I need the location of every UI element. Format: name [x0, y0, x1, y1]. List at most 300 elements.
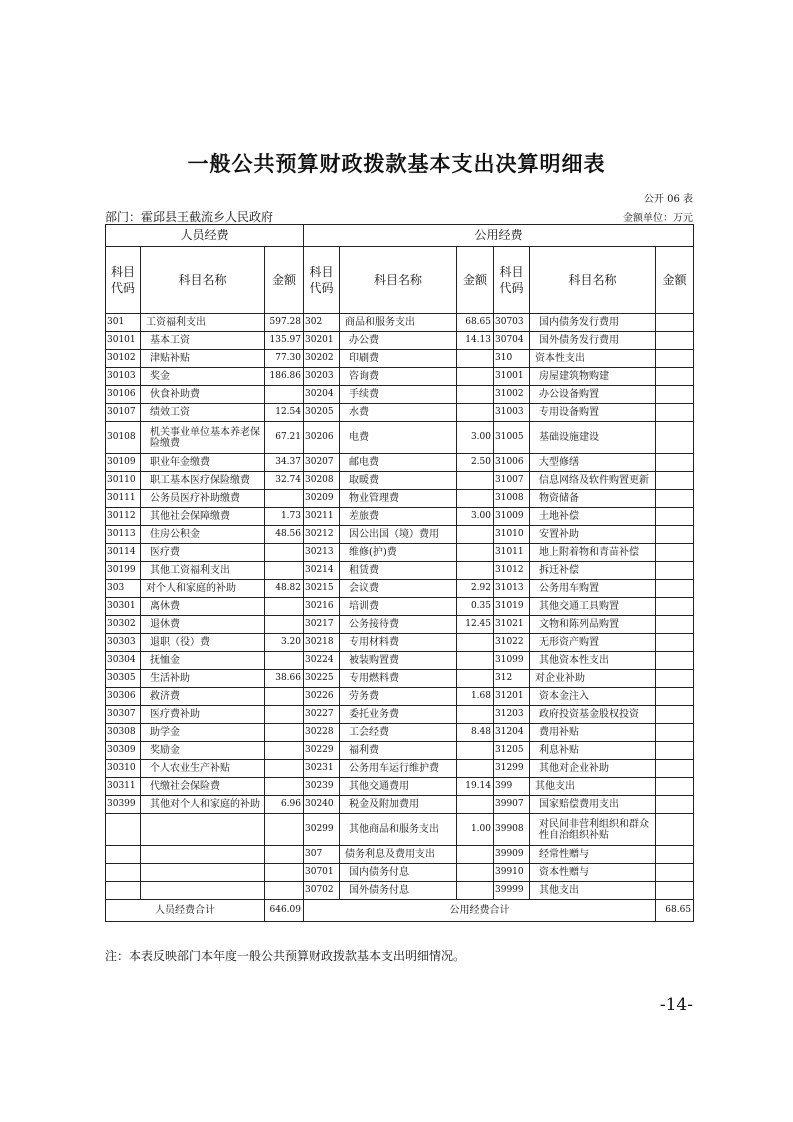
subject-name: 资本性支出 — [530, 350, 656, 368]
subject-name: 委托业务费 — [340, 706, 457, 724]
subject-name: 安置补助 — [530, 526, 656, 544]
subject-code — [106, 846, 141, 864]
table-row — [106, 778, 694, 796]
subject-code: 31008 — [494, 490, 530, 508]
subject-code: 30101 — [106, 332, 141, 350]
subject-code: 30103 — [106, 368, 141, 386]
subject-code: 30305 — [106, 670, 141, 688]
subject-code: 31299 — [494, 760, 530, 778]
subject-code: 31204 — [494, 724, 530, 742]
subject-name: 利息补贴 — [530, 742, 656, 760]
subject-code: 30311 — [106, 778, 141, 796]
amount — [265, 616, 304, 634]
amount: 38.66 — [265, 670, 304, 688]
amount — [265, 760, 304, 778]
header-name: 科目名称 — [141, 247, 265, 314]
amount — [656, 724, 694, 742]
amount — [265, 386, 304, 404]
subject-name — [141, 846, 265, 864]
subject-code: 30110 — [106, 472, 141, 490]
amount — [656, 472, 694, 490]
page-title: 一般公共预算财政拨款基本支出决算明细表 — [187, 151, 606, 176]
subject-name: 商品和服务支出 — [340, 314, 457, 332]
subject-name: 国外债务付息 — [340, 882, 457, 900]
subject-code: 30207 — [304, 454, 340, 472]
subject-code: 30214 — [304, 562, 340, 580]
subject-name: 退职（役）费 — [141, 634, 265, 652]
subject-name: 生活补助 — [141, 670, 265, 688]
subject-name: 伙食补助费 — [141, 386, 265, 404]
subject-name: 费用补贴 — [530, 724, 656, 742]
header-name: 科目名称 — [340, 247, 457, 314]
subject-name: 其他对个人和家庭的补助 — [141, 796, 265, 814]
amount — [457, 386, 494, 404]
amount — [656, 796, 694, 814]
subject-name: 其他支出 — [530, 778, 656, 796]
subject-code: 30307 — [106, 706, 141, 724]
personnel-total-value: 646.09 — [265, 900, 304, 922]
subject-name: 信息网络及软件购置更新 — [530, 472, 656, 490]
subject-name: 土地补偿 — [530, 508, 656, 526]
table-row — [106, 508, 694, 526]
subject-name: 专用材料费 — [340, 634, 457, 652]
subject-code: 31022 — [494, 634, 530, 652]
amount: 32.74 — [265, 472, 304, 490]
amount — [656, 508, 694, 526]
subject-name: 个人农业生产补贴 — [141, 760, 265, 778]
subject-code: 30702 — [304, 882, 340, 900]
subject-code: 30239 — [304, 778, 340, 796]
subject-name: 专用设备购置 — [530, 404, 656, 422]
table-row — [106, 472, 694, 490]
header-code: 科目 代码 — [304, 247, 340, 314]
header-code: 科目 代码 — [106, 247, 141, 314]
amount — [656, 706, 694, 724]
subject-name: 手续费 — [340, 386, 457, 404]
subject-code: 30240 — [304, 796, 340, 814]
subject-code: 31201 — [494, 688, 530, 706]
subject-code: 30701 — [304, 864, 340, 882]
subject-code: 39907 — [494, 796, 530, 814]
amount — [265, 688, 304, 706]
amount — [656, 368, 694, 386]
subject-code: 31203 — [494, 706, 530, 724]
subject-name: 大型修缮 — [530, 454, 656, 472]
table-row — [106, 882, 694, 900]
subject-code: 399 — [494, 778, 530, 796]
subject-code: 30217 — [304, 616, 340, 634]
subject-name: 其他资本性支出 — [530, 652, 656, 670]
table-row — [106, 796, 694, 814]
subject-code: 30399 — [106, 796, 141, 814]
amount — [265, 598, 304, 616]
amount — [656, 846, 694, 864]
table-row — [106, 314, 694, 332]
subject-name: 国内债务付息 — [340, 864, 457, 882]
subject-code: 30208 — [304, 472, 340, 490]
subject-name: 对民间非营利组织和群众性自治组织补贴 — [530, 814, 656, 846]
subject-name: 债务利息及费用支出 — [340, 846, 457, 864]
amount — [656, 652, 694, 670]
table-row — [106, 422, 694, 454]
subject-name: 代缴社会保险费 — [141, 778, 265, 796]
public-total-label: 公用经费合计 — [304, 900, 656, 922]
table-row — [106, 846, 694, 864]
amount — [457, 652, 494, 670]
subject-code — [106, 814, 141, 846]
subject-name: 医疗费补助 — [141, 706, 265, 724]
public-total-value: 68.65 — [656, 900, 694, 922]
subject-code: 31205 — [494, 742, 530, 760]
table-row — [106, 332, 694, 350]
subject-name: 被装购置费 — [340, 652, 457, 670]
amount — [457, 562, 494, 580]
table-row — [106, 814, 694, 846]
subject-name: 拆迁补偿 — [530, 562, 656, 580]
amount — [265, 846, 304, 864]
table-number: 公开 06 表 — [643, 194, 693, 205]
amount — [656, 814, 694, 846]
subject-name: 租赁费 — [340, 562, 457, 580]
subject-code: 31013 — [494, 580, 530, 598]
subject-code: 31011 — [494, 544, 530, 562]
table-row — [106, 490, 694, 508]
subject-code: 30203 — [304, 368, 340, 386]
amount — [457, 544, 494, 562]
subject-code: 30114 — [106, 544, 141, 562]
amount — [265, 724, 304, 742]
subject-code: 30227 — [304, 706, 340, 724]
amount — [656, 778, 694, 796]
amount — [457, 670, 494, 688]
subject-name: 助学金 — [141, 724, 265, 742]
department-label: 部门：霍邱县王截流乡人民政府 — [105, 210, 274, 224]
subject-code: 30206 — [304, 422, 340, 454]
table-row — [106, 598, 694, 616]
amount: 12.45 — [457, 616, 494, 634]
amount: 186.86 — [265, 368, 304, 386]
amount — [457, 760, 494, 778]
subject-code: 31002 — [494, 386, 530, 404]
subject-name: 住房公积金 — [141, 526, 265, 544]
amount — [656, 490, 694, 508]
amount: 1.68 — [457, 688, 494, 706]
subject-name: 资本性赠与 — [530, 864, 656, 882]
amount — [656, 688, 694, 706]
amount — [457, 350, 494, 368]
header-amount: 金额 — [656, 247, 694, 314]
subject-code: 30108 — [106, 422, 141, 454]
table-row — [106, 454, 694, 472]
subject-name: 邮电费 — [340, 454, 457, 472]
subject-code: 30226 — [304, 688, 340, 706]
subject-name: 物业管理费 — [340, 490, 457, 508]
amount: 67.21 — [265, 422, 304, 454]
subject-code: 30224 — [304, 652, 340, 670]
subject-name: 基本工资 — [141, 332, 265, 350]
subject-name: 救济费 — [141, 688, 265, 706]
amount: 135.97 — [265, 332, 304, 350]
amount — [656, 760, 694, 778]
subject-code — [106, 882, 141, 900]
subject-code: 30211 — [304, 508, 340, 526]
amount — [457, 526, 494, 544]
subject-code: 30704 — [494, 332, 530, 350]
amount: 77.30 — [265, 350, 304, 368]
subject-code: 30106 — [106, 386, 141, 404]
subject-name: 咨询费 — [340, 368, 457, 386]
table-row — [106, 652, 694, 670]
subject-name: 培训费 — [340, 598, 457, 616]
subject-name: 文物和陈列品购置 — [530, 616, 656, 634]
subject-code: 31005 — [494, 422, 530, 454]
subject-name: 维修(护)费 — [340, 544, 457, 562]
amount: 1.73 — [265, 508, 304, 526]
subject-name: 水费 — [340, 404, 457, 422]
subject-code: 30229 — [304, 742, 340, 760]
subject-code: 30109 — [106, 454, 141, 472]
amount — [656, 422, 694, 454]
amount — [457, 742, 494, 760]
amount: 48.56 — [265, 526, 304, 544]
subject-code: 30202 — [304, 350, 340, 368]
subject-name: 福利费 — [340, 742, 457, 760]
subject-code: 39999 — [494, 882, 530, 900]
amount — [656, 386, 694, 404]
amount — [265, 814, 304, 846]
subject-code: 39908 — [494, 814, 530, 846]
subject-code: 312 — [494, 670, 530, 688]
expenditure-table — [105, 224, 694, 922]
subject-code: 30112 — [106, 508, 141, 526]
amount — [656, 670, 694, 688]
subject-name: 其他支出 — [530, 882, 656, 900]
subject-code: 301 — [106, 314, 141, 332]
subject-code: 31012 — [494, 562, 530, 580]
subject-code: 30299 — [304, 814, 340, 846]
totals-row — [106, 900, 694, 922]
subject-code: 30309 — [106, 742, 141, 760]
subject-code: 30205 — [304, 404, 340, 422]
amount: 48.82 — [265, 580, 304, 598]
amount — [265, 882, 304, 900]
subject-code: 30113 — [106, 526, 141, 544]
subject-code: 31007 — [494, 472, 530, 490]
amount — [656, 864, 694, 882]
subject-name: 地上附着物和青苗补偿 — [530, 544, 656, 562]
amount — [457, 404, 494, 422]
footnote: 注：本表反映部门本年度一般公共预算财政拨款基本支出明细情况。 — [105, 949, 466, 963]
subject-name: 因公出国（境）费用 — [340, 526, 457, 544]
subject-name: 职业年金缴费 — [141, 454, 265, 472]
amount — [265, 742, 304, 760]
amount — [656, 454, 694, 472]
amount: 6.96 — [265, 796, 304, 814]
amount: 14.13 — [457, 332, 494, 350]
subject-code: 31009 — [494, 508, 530, 526]
amount — [457, 706, 494, 724]
amount — [656, 634, 694, 652]
subject-name: 印刷费 — [340, 350, 457, 368]
table-row — [106, 724, 694, 742]
amount — [656, 598, 694, 616]
subject-name — [141, 864, 265, 882]
subject-code: 31099 — [494, 652, 530, 670]
subject-name: 其他商品和服务支出 — [340, 814, 457, 846]
amount: 3.20 — [265, 634, 304, 652]
table-row — [106, 350, 694, 368]
subject-name: 奖励金 — [141, 742, 265, 760]
subject-name: 专用燃料费 — [340, 670, 457, 688]
subject-code: 31003 — [494, 404, 530, 422]
section-personnel: 人员经费 — [106, 225, 304, 247]
amount — [656, 544, 694, 562]
amount: 0.35 — [457, 598, 494, 616]
subject-name: 机关事业单位基本养老保险缴费 — [141, 422, 265, 454]
subject-name: 工资福利支出 — [141, 314, 265, 332]
subject-name: 对企业补助 — [530, 670, 656, 688]
amount: 3.00 — [457, 422, 494, 454]
section-public: 公用经费 — [304, 225, 694, 247]
subject-name: 会议费 — [340, 580, 457, 598]
amount: 34.37 — [265, 454, 304, 472]
subject-name: 其他交通工具购置 — [530, 598, 656, 616]
subject-name: 资本金注入 — [530, 688, 656, 706]
amount — [656, 526, 694, 544]
subject-code: 30231 — [304, 760, 340, 778]
subject-name: 对个人和家庭的补助 — [141, 580, 265, 598]
amount — [265, 778, 304, 796]
subject-code: 30213 — [304, 544, 340, 562]
subject-name: 退休费 — [141, 616, 265, 634]
subject-name: 基础设施建设 — [530, 422, 656, 454]
amount — [457, 490, 494, 508]
amount — [457, 882, 494, 900]
amount: 1.00 — [457, 814, 494, 846]
subject-name: 税金及附加费用 — [340, 796, 457, 814]
subject-name: 公务用车运行维护费 — [340, 760, 457, 778]
subject-code: 31010 — [494, 526, 530, 544]
subject-name: 其他交通费用 — [340, 778, 457, 796]
amount — [457, 864, 494, 882]
subject-name: 劳务费 — [340, 688, 457, 706]
subject-code: 303 — [106, 580, 141, 598]
subject-name: 绩效工资 — [141, 404, 265, 422]
subject-name: 公务接待费 — [340, 616, 457, 634]
header-name: 科目名称 — [530, 247, 656, 314]
subject-name: 差旅费 — [340, 508, 457, 526]
amount — [656, 314, 694, 332]
subject-name: 工会经费 — [340, 724, 457, 742]
amount: 597.28 — [265, 314, 304, 332]
subject-name: 职工基本医疗保险缴费 — [141, 472, 265, 490]
subject-name: 电费 — [340, 422, 457, 454]
subject-name: 取暖费 — [340, 472, 457, 490]
subject-name: 国外债务发行费用 — [530, 332, 656, 350]
table-row — [106, 562, 694, 580]
header-amount: 金额 — [265, 247, 304, 314]
subject-code: 39909 — [494, 846, 530, 864]
subject-name: 物资储备 — [530, 490, 656, 508]
amount: 19.14 — [457, 778, 494, 796]
page-number: -14- — [659, 995, 693, 1015]
amount — [656, 332, 694, 350]
amount — [265, 544, 304, 562]
subject-code: 302 — [304, 314, 340, 332]
subject-code: 31019 — [494, 598, 530, 616]
amount — [457, 368, 494, 386]
subject-name: 公务用车购置 — [530, 580, 656, 598]
subject-name — [141, 814, 265, 846]
amount — [656, 580, 694, 598]
amount — [265, 706, 304, 724]
amount — [457, 472, 494, 490]
amount — [656, 404, 694, 422]
subject-name: 离休费 — [141, 598, 265, 616]
table-row — [106, 760, 694, 778]
table-row — [106, 864, 694, 882]
subject-code: 31006 — [494, 454, 530, 472]
amount — [656, 882, 694, 900]
subject-code: 30218 — [304, 634, 340, 652]
subject-code: 30107 — [106, 404, 141, 422]
header-amount: 金额 — [457, 247, 494, 314]
subject-name: 津贴补贴 — [141, 350, 265, 368]
subject-name — [141, 882, 265, 900]
subject-name: 办公设备购置 — [530, 386, 656, 404]
subject-code: 30215 — [304, 580, 340, 598]
amount — [265, 864, 304, 882]
subject-name: 国内债务发行费用 — [530, 314, 656, 332]
subject-code: 39910 — [494, 864, 530, 882]
subject-code: 30199 — [106, 562, 141, 580]
table-row — [106, 580, 694, 598]
subject-name: 无形资产购置 — [530, 634, 656, 652]
subject-name: 其他社会保障缴费 — [141, 508, 265, 526]
amount — [656, 616, 694, 634]
amount: 8.48 — [457, 724, 494, 742]
subject-code: 30302 — [106, 616, 141, 634]
subject-name: 其他对企业补助 — [530, 760, 656, 778]
amount — [265, 562, 304, 580]
subject-code: 30201 — [304, 332, 340, 350]
personnel-total-label: 人员经费合计 — [106, 900, 265, 922]
subject-code: 30303 — [106, 634, 141, 652]
subject-code: 30703 — [494, 314, 530, 332]
subject-code: 30228 — [304, 724, 340, 742]
subject-code: 30209 — [304, 490, 340, 508]
subject-code: 310 — [494, 350, 530, 368]
amount — [457, 846, 494, 864]
amount: 12.54 — [265, 404, 304, 422]
subject-name: 经常性赠与 — [530, 846, 656, 864]
subject-code: 30308 — [106, 724, 141, 742]
subject-name: 医疗费 — [141, 544, 265, 562]
subject-code: 31021 — [494, 616, 530, 634]
subject-code — [106, 864, 141, 882]
subject-code: 30301 — [106, 598, 141, 616]
amount: 2.50 — [457, 454, 494, 472]
amount — [265, 490, 304, 508]
unit-label: 金额单位：万元 — [623, 213, 693, 224]
table-row — [106, 526, 694, 544]
subject-code: 30111 — [106, 490, 141, 508]
subject-code: 30216 — [304, 598, 340, 616]
table-row — [106, 404, 694, 422]
subject-code: 30304 — [106, 652, 141, 670]
table-row — [106, 386, 694, 404]
subject-name: 国家赔偿费用支出 — [530, 796, 656, 814]
